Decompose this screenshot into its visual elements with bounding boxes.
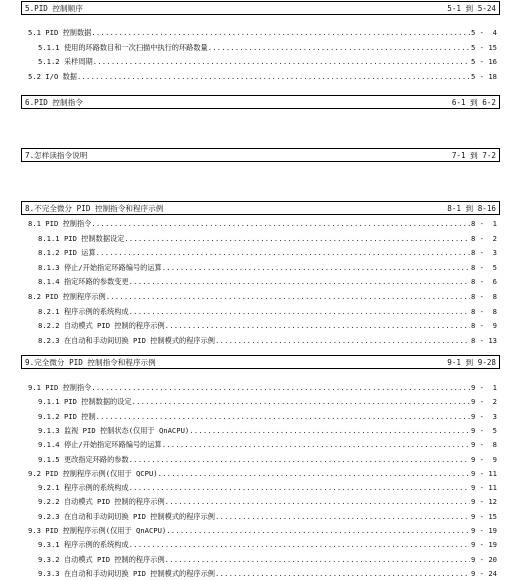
chapter-7-header[interactable] bbox=[21, 148, 500, 162]
toc-entry-title: 8.1.4 指定环路的参数变更 bbox=[38, 277, 129, 287]
chapter-title: 7.怎样读指令说明 bbox=[25, 151, 88, 160]
toc-entry[interactable] bbox=[38, 335, 497, 346]
toc-entry[interactable] bbox=[28, 27, 497, 38]
toc-entry-title: 8.1.1 PID 控制数据设定 bbox=[38, 233, 125, 243]
toc-entry-page: 9 - 1 bbox=[471, 383, 497, 392]
toc-entry-title: 9.2.2 自动模式 PID 控制的程序示例 bbox=[38, 497, 165, 507]
toc-entry-title: 9.3 PID 控制程序示例(仅用于 QnACPU) bbox=[28, 526, 167, 535]
dot-leader bbox=[129, 482, 470, 493]
dot-leader bbox=[215, 511, 470, 522]
dot-leader bbox=[124, 233, 470, 244]
toc-entry-page: 9 - 19 bbox=[471, 540, 497, 550]
toc-entry[interactable] bbox=[38, 411, 497, 422]
toc-entry-title: 5.2 I/O 数据 bbox=[28, 72, 77, 82]
dot-leader bbox=[158, 468, 470, 479]
toc-entry-page: 9 - 24 bbox=[471, 568, 497, 578]
toc-entry-title: 8.1 PID 控制指令 bbox=[28, 219, 92, 228]
dot-leader bbox=[129, 539, 470, 550]
dot-leader bbox=[96, 411, 470, 422]
toc-entry-page: 5 - 18 bbox=[471, 72, 497, 82]
toc-entry-page: 9 - 11 bbox=[471, 468, 497, 478]
toc-entry-page: 5 - 15 bbox=[471, 42, 497, 52]
chapter-title: 6.PID 控制指令 bbox=[25, 98, 83, 107]
toc-entry-title: 9.1.4 停止/开始指定环路编号的运算 bbox=[38, 440, 162, 450]
toc-entry-title: 9.1.1 PID 控制数据的设定 bbox=[38, 397, 132, 407]
toc-entry[interactable] bbox=[28, 218, 497, 229]
dot-leader bbox=[215, 568, 470, 579]
toc-entry-title: 9.1 PID 控制指令 bbox=[28, 383, 92, 392]
toc-entry-title: 8.2.3 在自动和手动间切换 PID 控制模式的程序示例 bbox=[38, 335, 215, 345]
chapter-pages: 7-1 到 7-2 bbox=[451, 151, 496, 160]
toc-entry-title: 8.1.2 PID 运算 bbox=[38, 248, 96, 258]
toc-entry-title: 5.1.1 使用的环路数目和一次扫描中执行的环路数量 bbox=[38, 42, 208, 52]
toc-entry[interactable] bbox=[38, 554, 497, 565]
toc-entry[interactable] bbox=[38, 568, 497, 579]
toc-entry[interactable] bbox=[38, 320, 497, 331]
dot-leader bbox=[165, 320, 470, 331]
toc-entry-page: 9 - 12 bbox=[471, 497, 497, 507]
chapter-pages: 6-1 到 6-2 bbox=[451, 98, 496, 107]
chapter-pages: 5-1 到 5-24 bbox=[447, 4, 496, 13]
dot-leader bbox=[162, 439, 470, 450]
toc-entry-title: 9.2.1 程序示例的系统构成 bbox=[38, 483, 129, 493]
toc-entry[interactable] bbox=[28, 525, 497, 536]
dot-leader bbox=[91, 382, 470, 393]
toc-entry-title: 9.1.3 监视 PID 控制状态(仅用于 QnACPU) bbox=[38, 425, 190, 435]
toc-entry-title: 9.1.5 更改指定环路的参数 bbox=[38, 454, 129, 464]
toc-entry-page: 9 - 15 bbox=[471, 511, 497, 521]
toc-entry[interactable] bbox=[38, 42, 497, 53]
dot-leader bbox=[106, 291, 470, 302]
chapter-6-header[interactable] bbox=[21, 95, 500, 109]
toc-entry-page: 8 - 8 bbox=[471, 292, 497, 301]
toc-entry-page: 9 - 5 bbox=[471, 425, 497, 435]
toc-entry-page: 8 - 6 bbox=[471, 277, 497, 287]
toc-entry[interactable] bbox=[28, 71, 497, 82]
dot-leader bbox=[215, 335, 470, 346]
chapter-title: 9.完全微分 PID 控制指令和程序示例 bbox=[25, 358, 156, 367]
toc-entry[interactable] bbox=[28, 291, 497, 302]
toc-entry-title: 8.2.2 自动模式 PID 控制的程序示例 bbox=[38, 321, 165, 331]
toc-entry-page: 8 - 1 bbox=[471, 219, 497, 228]
toc-entry-page: 8 - 2 bbox=[471, 233, 497, 243]
toc-entry-page: 5 - 16 bbox=[471, 57, 497, 67]
dot-leader bbox=[129, 276, 470, 287]
chapter-9-header[interactable] bbox=[21, 355, 500, 369]
toc-entry-title: 5.1 PID 控制数据 bbox=[28, 28, 92, 37]
toc-entry[interactable] bbox=[38, 511, 497, 522]
toc-entry-title: 5.1.2 采样周期 bbox=[38, 57, 93, 67]
chapter-title: 5.PID 控制顺序 bbox=[25, 4, 83, 13]
chapter-pages: 8-1 到 8-16 bbox=[447, 204, 496, 213]
dot-leader bbox=[166, 525, 470, 536]
toc-entry[interactable] bbox=[38, 496, 497, 507]
dot-leader bbox=[162, 262, 470, 273]
toc-entry-title: 9.3.3 在自动和手动间切换 PID 控制模式的程序示例 bbox=[38, 568, 215, 578]
toc-entry[interactable] bbox=[38, 454, 497, 465]
toc-entry[interactable] bbox=[38, 233, 497, 244]
toc-entry-page: 5 - 4 bbox=[471, 28, 497, 37]
toc-entry[interactable] bbox=[38, 539, 497, 550]
toc-entry[interactable] bbox=[38, 276, 497, 287]
toc-entry-page: 9 - 20 bbox=[471, 554, 497, 564]
chapter-pages: 9-1 到 9-28 bbox=[447, 358, 496, 367]
toc-entry[interactable] bbox=[38, 262, 497, 273]
toc-entry-page: 8 - 8 bbox=[471, 306, 497, 316]
toc-entry-title: 9.1.2 PID 控制 bbox=[38, 411, 96, 421]
chapter-8-header[interactable] bbox=[21, 201, 500, 215]
toc-entry[interactable] bbox=[38, 425, 497, 436]
toc-entry[interactable] bbox=[38, 396, 497, 407]
toc-entry-title: 9.3.1 程序示例的系统构成 bbox=[38, 540, 129, 550]
dot-leader bbox=[208, 42, 470, 53]
dot-leader bbox=[165, 554, 470, 565]
toc-entry-title: 8.2.1 程序示例的系统构成 bbox=[38, 306, 129, 316]
toc-entry-page: 9 - 8 bbox=[471, 440, 497, 450]
dot-leader bbox=[129, 306, 470, 317]
toc-entry-title: 9.2.3 在自动和手动间切换 PID 控制模式的程序示例 bbox=[38, 511, 215, 521]
toc-entry-page: 9 - 9 bbox=[471, 454, 497, 464]
dot-leader bbox=[93, 56, 470, 67]
chapter-5-header[interactable] bbox=[21, 1, 500, 15]
dot-leader bbox=[189, 425, 470, 436]
toc-entry-title: 9.3.2 自动模式 PID 控制的程序示例 bbox=[38, 554, 165, 564]
dot-leader bbox=[96, 247, 470, 258]
dot-leader bbox=[129, 454, 470, 465]
dot-leader bbox=[132, 396, 470, 407]
toc-entry[interactable] bbox=[28, 382, 497, 393]
toc-entry-page: 9 - 3 bbox=[471, 411, 497, 421]
toc-entry-title: 9.2 PID 控制程序示例(仅用于 QCPU) bbox=[28, 468, 158, 478]
toc-entry-page: 8 - 3 bbox=[471, 248, 497, 258]
toc-entry-page: 8 - 13 bbox=[471, 335, 497, 345]
dot-leader bbox=[91, 218, 470, 229]
toc-entry[interactable] bbox=[38, 439, 497, 450]
toc-entry[interactable] bbox=[28, 468, 497, 479]
toc-entry-page: 9 - 2 bbox=[471, 397, 497, 407]
toc-entry-title: 8.2 PID 控制程序示例 bbox=[28, 292, 106, 301]
toc-entry-page: 8 - 9 bbox=[471, 321, 497, 331]
toc-entry[interactable] bbox=[38, 247, 497, 258]
dot-leader bbox=[91, 27, 470, 38]
toc-entry[interactable] bbox=[38, 306, 497, 317]
toc-entry[interactable] bbox=[38, 482, 497, 493]
toc-entry-page: 9 - 19 bbox=[471, 526, 497, 535]
toc-entry-page: 9 - 11 bbox=[471, 483, 497, 493]
toc-entry-title: 8.1.3 停止/开始指定环路编号的运算 bbox=[38, 262, 162, 272]
toc-entry-page: 8 - 5 bbox=[471, 262, 497, 272]
chapter-title: 8.不完全微分 PID 控制指令和程序示例 bbox=[25, 204, 164, 213]
toc-entry[interactable] bbox=[38, 56, 497, 67]
dot-leader bbox=[77, 71, 470, 82]
dot-leader bbox=[165, 496, 470, 507]
